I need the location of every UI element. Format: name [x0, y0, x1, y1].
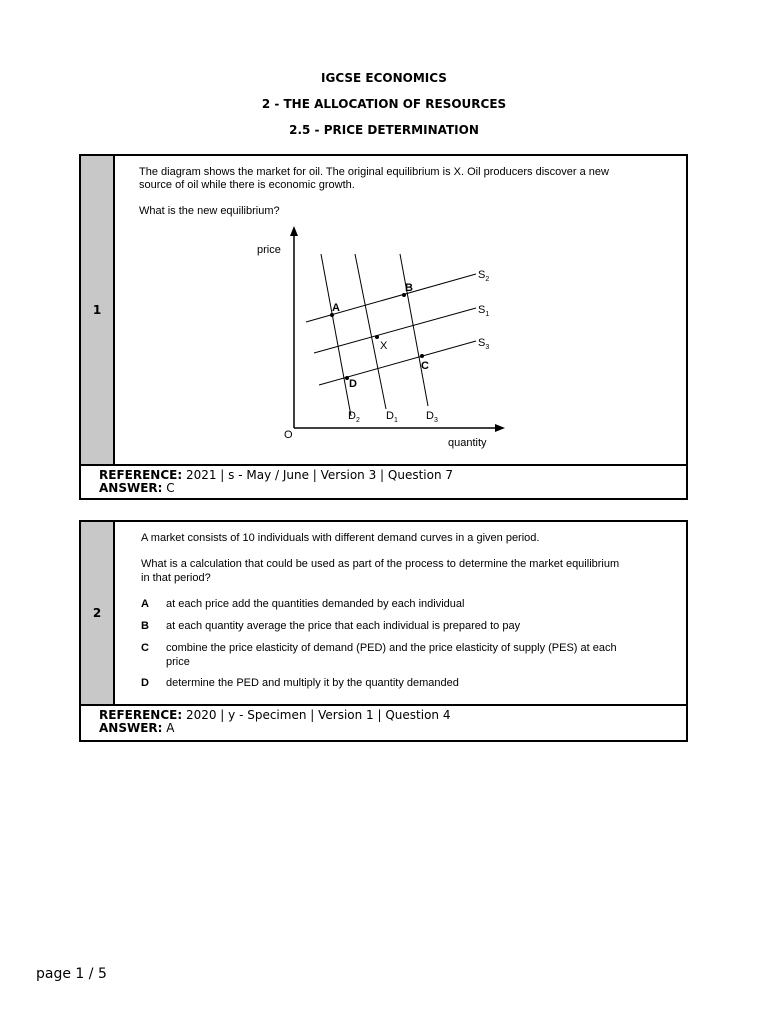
option-d-letter: D — [141, 677, 149, 689]
d1-main: D — [386, 410, 394, 422]
question-1-row — [81, 156, 686, 466]
s1-main: S — [478, 304, 486, 316]
s1-label — [478, 304, 489, 318]
s2-main: S — [478, 269, 486, 281]
q2-ref-label: REFERENCE: — [99, 708, 183, 722]
x-axis-arrow — [495, 424, 505, 432]
q2-text-3: in that period? — [141, 572, 211, 584]
question-2-row — [81, 522, 686, 706]
demand-curve-d3 — [400, 254, 428, 406]
s3-main: S — [478, 337, 486, 349]
x-axis-label: quantity — [448, 437, 487, 449]
s2-label — [478, 269, 489, 283]
point-c-label: C — [421, 360, 429, 372]
d1-label — [386, 410, 398, 424]
q1-ref-value: 2021 | s - May / June | Version 3 | Question 7 — [182, 468, 454, 482]
option-c-letter: C — [141, 642, 149, 654]
question-2-number: 2 — [81, 522, 115, 704]
d3-sub: 3 — [433, 417, 438, 424]
question-2-table — [79, 520, 688, 742]
d2-main: D — [348, 410, 356, 422]
q2-text-2: What is a calculation that could be used as part of the process to determine the market equilibrium — [141, 558, 620, 570]
question-1-number: 1 — [81, 156, 115, 464]
option-a-text: at each price add the quantities demanded by each individual — [166, 598, 465, 610]
supply-curve-s3 — [319, 341, 476, 385]
s2-sub: 2 — [485, 276, 490, 283]
y-axis-label: price — [257, 244, 281, 256]
d2-label — [348, 410, 360, 424]
point-a-label: A — [332, 302, 340, 314]
d3-label — [426, 410, 438, 424]
point-c-marker — [420, 354, 424, 358]
q1-ans-label: ANSWER: — [99, 481, 163, 495]
s1-sub: 1 — [485, 311, 490, 318]
question-2-body — [115, 522, 686, 704]
doc-chapter: 2 - THE ALLOCATION OF RESOURCES — [261, 97, 507, 111]
q1-ans-value: C — [162, 481, 175, 495]
demand-curve-d2 — [321, 254, 351, 416]
option-b-letter: B — [141, 620, 149, 632]
option-c-text-line2: price — [166, 656, 190, 668]
q1-text-1: The diagram shows the market for oil. The original equilibrium is X. Oil producers discover a new — [139, 166, 609, 178]
origin-label: O — [284, 429, 293, 441]
d2-sub: 2 — [355, 417, 360, 424]
q1-answer-line — [99, 482, 668, 495]
demand-curve-d1 — [355, 254, 386, 409]
y-axis-arrow — [290, 226, 298, 236]
question-1-table — [79, 154, 688, 500]
option-a-letter: A — [141, 598, 149, 610]
q2-text-1: A market consists of 10 individuals with different demand curves in a given period. — [141, 532, 540, 544]
d1-sub: 1 — [393, 417, 398, 424]
point-x-label: X — [380, 340, 388, 352]
option-b-text: at each quantity average the price that each individual is prepared to pay — [166, 620, 521, 632]
q1-reference-line — [99, 469, 668, 482]
option-d-text: determine the PED and multiply it by the quantity demanded — [166, 677, 459, 689]
point-b-label: B — [405, 282, 413, 294]
doc-title: IGCSE ECONOMICS — [321, 71, 447, 85]
question-1-body — [115, 156, 686, 464]
option-c-text: combine the price elasticity of demand (PED) and the price elasticity of supply (PES) at each — [166, 642, 617, 654]
q1-text-3: What is the new equilibrium? — [139, 205, 280, 217]
doc-section: 2.5 - PRICE DETERMINATION — [289, 123, 479, 137]
point-x-marker — [375, 335, 379, 339]
question-1-reference — [81, 466, 686, 498]
question-2-reference — [81, 706, 686, 738]
q2-ref-value: 2020 | y - Specimen | Version 1 | Question 4 — [182, 708, 451, 722]
d3-main: D — [426, 410, 434, 422]
point-d-label: D — [349, 378, 357, 390]
q2-ans-value: A — [162, 721, 175, 735]
q1-ref-label: REFERENCE: — [99, 468, 183, 482]
s3-sub: 3 — [485, 344, 490, 351]
supply-demand-diagram — [115, 156, 690, 456]
q2-answer-line — [99, 722, 668, 735]
s3-label — [478, 337, 489, 351]
q2-ans-label: ANSWER: — [99, 721, 163, 735]
q1-text-2: source of oil while there is economic growth. — [139, 179, 355, 191]
supply-curve-s1 — [314, 308, 476, 353]
page-number: page 1 / 5 — [36, 966, 107, 982]
q2-reference-line — [99, 709, 668, 722]
